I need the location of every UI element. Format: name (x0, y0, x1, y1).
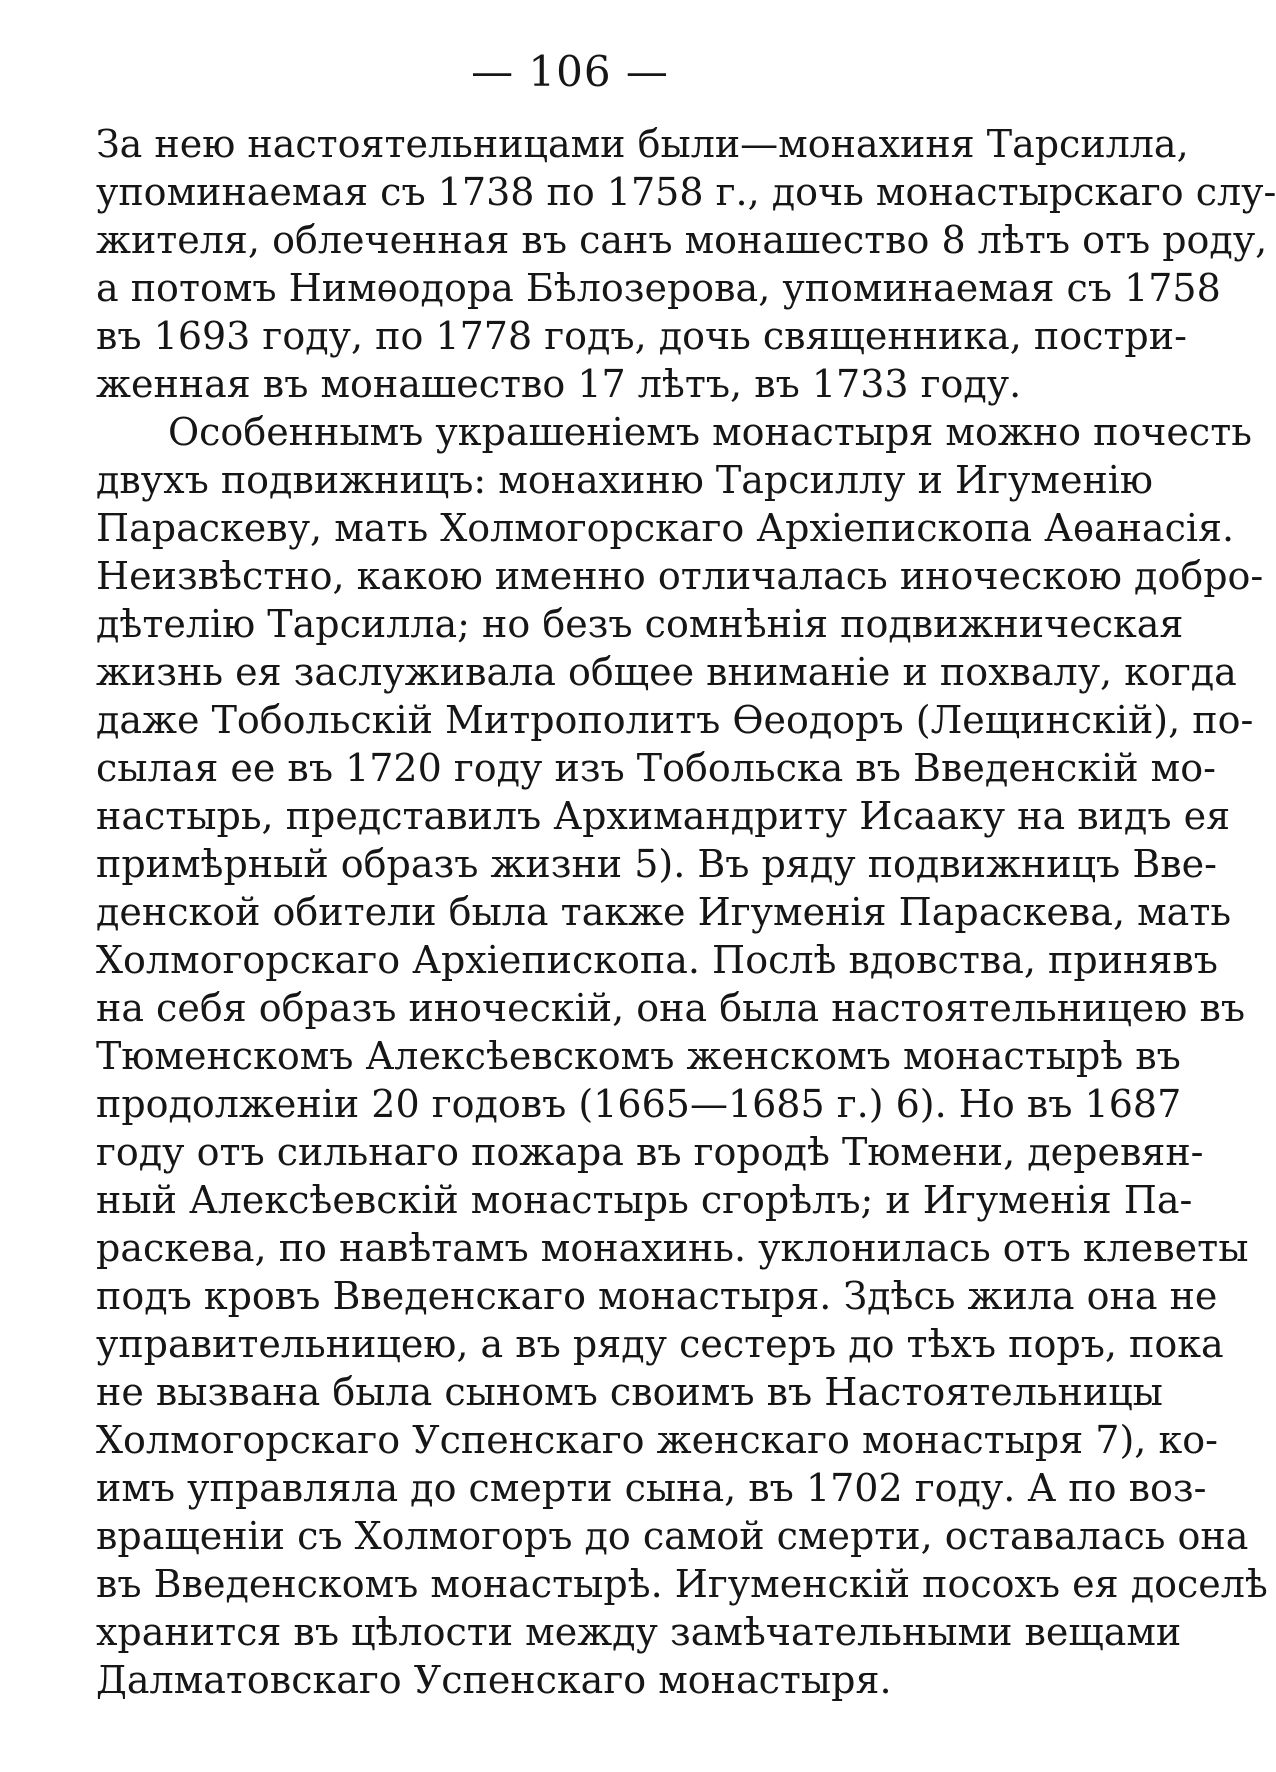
text-line: въ Введенскомъ монастырѣ. Игуменскій посохъ ея доселѣ (96, 1562, 1268, 1606)
text-line: году отъ сильнаго пожара въ городѣ Тюмени, деревян- (96, 1130, 1204, 1174)
text-line: За нею настоятельницами были—монахиня Тарсилла, (96, 122, 1189, 166)
text-line: ный Алексѣевскій монастырь сгорѣлъ; и Игуменія Па- (96, 1178, 1193, 1222)
text-line: вращеніи съ Холмогоръ до самой смерти, оставалась она (96, 1514, 1249, 1558)
text-line: денской обители была также Игуменія Параскева, мать (96, 890, 1232, 934)
text-line: не вызвана была сыномъ своимъ въ Настоятельницы (96, 1370, 1163, 1414)
text-line: жизнь ея заслуживала общее вниманіе и похвалу, когда (96, 650, 1237, 694)
text-line: примѣрный образъ жизни 5). Въ ряду подвижницъ Вве- (96, 842, 1217, 886)
text-line: имъ управляла до смерти сына, въ 1702 году. А по воз- (96, 1466, 1207, 1510)
text-line: упоминаемая съ 1738 по 1758 г., дочь монастырскаго слу- (96, 170, 1276, 214)
text-line: Холмогорскаго Архіепископа. Послѣ вдовства, принявъ (96, 938, 1218, 982)
text-line: настырь, представилъ Архимандриту Исааку на видъ ея (96, 794, 1231, 838)
text-line: Холмогорскаго Успенскаго женскаго монастыря 7), ко- (96, 1418, 1218, 1462)
text-line: подъ кровъ Введенскаго монастыря. Здѣсь жила она не (96, 1274, 1218, 1318)
text-line: двухъ подвижницъ: монахиню Тарсиллу и Игуменію (96, 458, 1154, 502)
text-line: въ 1693 году, по 1778 годъ, дочь священника, постри- (96, 314, 1187, 358)
text-line: сылая ее въ 1720 году изъ Тобольска въ Введенскій мо- (96, 746, 1216, 790)
text-line: управительницею, а въ ряду сестеръ до тѣхъ поръ, пока (96, 1322, 1224, 1366)
text-line: Далматовскаго Успенскаго монастыря. (96, 1658, 892, 1702)
text-line: на себя образъ иноческій, она была настоятельницею въ (96, 986, 1246, 1030)
page-number: — 106 — (471, 47, 669, 96)
paragraph-2 (96, 408, 1268, 1704)
text-line: даже Тобольскій Митрополитъ Ѳеодоръ (Лещинскій), по- (96, 698, 1254, 742)
text-line: Тюменскомъ Алексѣевскомъ женскомъ монастырѣ въ (96, 1034, 1181, 1078)
text-line: женная въ монашество 17 лѣтъ, въ 1733 году. (96, 362, 1022, 406)
paragraph-1 (96, 120, 1276, 408)
text-line: продолженіи 20 годовъ (1665—1685 г.) 6). Но въ 1687 (96, 1082, 1182, 1126)
text-line: Параскеву, мать Холмогорскаго Архіепископа Аѳанасія. (96, 506, 1235, 550)
text-line: а потомъ Нимѳодора Бѣлозерова, упоминаемая съ 1758 (96, 266, 1221, 310)
text-line: жителя, облеченная въ санъ монашество 8 лѣтъ отъ роду, (96, 218, 1268, 262)
text-line: Особеннымъ украшеніемъ монастыря можно почесть (168, 410, 1252, 454)
text-line: Неизвѣстно, какою именно отличалась иноческою добро- (96, 554, 1264, 598)
text-line: дѣтелію Тарсилла; но безъ сомнѣнія подвижническая (96, 602, 1184, 646)
text-line: раскева, по навѣтамъ монахинь. уклонилась отъ клеветы (96, 1226, 1249, 1270)
text-line: хранится въ цѣлости между замѣчательными вещами (96, 1610, 1182, 1654)
